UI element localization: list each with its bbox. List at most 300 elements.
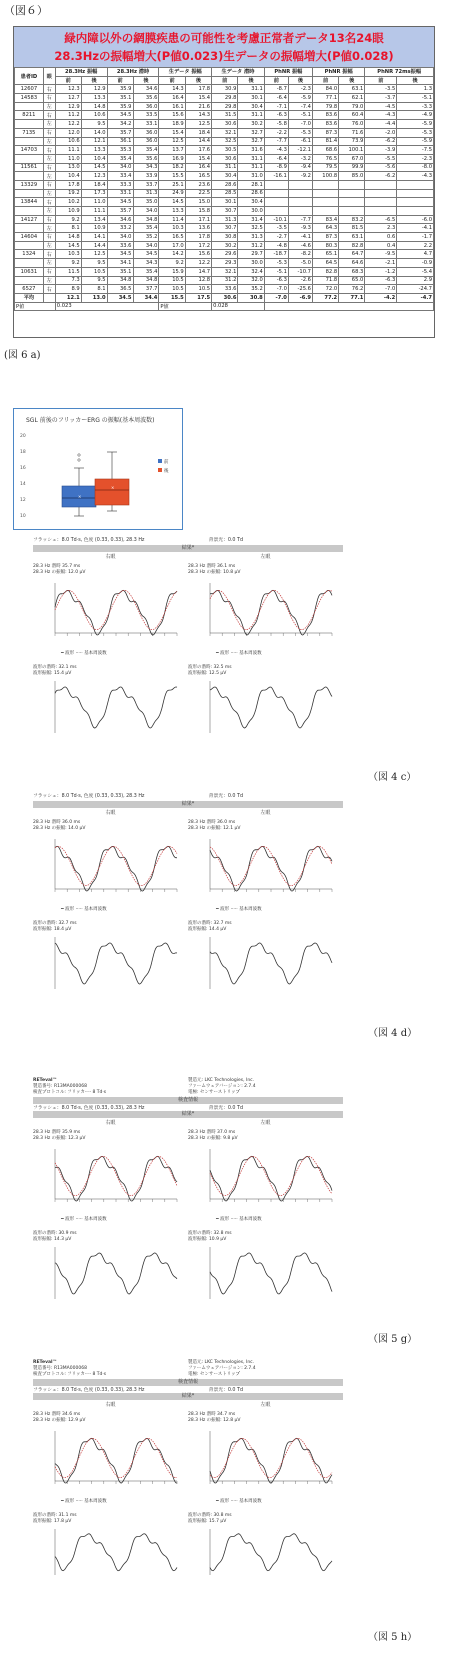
figure-5h-label: （図 5 h） — [368, 1632, 418, 1643]
device-info-left — [33, 1360, 188, 1378]
table-cell: 32.5 — [212, 137, 238, 146]
col-patient-id: 患者ID — [15, 68, 44, 85]
table-cell: 15.0 — [185, 198, 211, 207]
table-cell: 30.6 — [212, 120, 238, 129]
table-cell: 83.2 — [339, 215, 365, 224]
table-cell: -10.1 — [264, 215, 288, 224]
table-cell: -7.0 — [288, 120, 312, 129]
table-cell: 33.5 — [133, 111, 159, 120]
average-cell: 77.1 — [339, 293, 365, 302]
table-cell: 11.1 — [81, 207, 107, 216]
group-header: PhNR 72ms振幅 — [365, 68, 434, 77]
table-cell: 82.8 — [312, 267, 338, 276]
table-cell: 13329 — [15, 180, 44, 189]
protocol: 検査プロトコル: フリッカー- 8 Td·s — [33, 1090, 107, 1095]
ytick: 18 — [20, 450, 26, 455]
table-cell: -4.5 — [365, 102, 397, 111]
table-cell: 21.6 — [185, 102, 211, 111]
left-amp: 28.3 Hz の振幅: 10.8 µV — [188, 570, 241, 575]
table-cell: 2.9 — [397, 276, 434, 285]
table-cell: 84.0 — [312, 85, 338, 94]
table-cell: 71.6 — [339, 128, 365, 137]
table-cell: 13.3 — [159, 207, 185, 216]
table-cell — [339, 207, 365, 216]
group-header: 生データ 振幅 — [159, 68, 212, 77]
table-cell: 左 — [43, 189, 55, 198]
table-cell: -18.7 — [264, 250, 288, 259]
table-cell: -5.9 — [288, 94, 312, 103]
table-cell: 10.5 — [185, 285, 211, 294]
col-eye: 眼 — [43, 68, 55, 85]
table-cell: 83.6 — [312, 111, 338, 120]
table-cell: 30.8 — [212, 233, 238, 242]
table-cell — [365, 180, 397, 189]
table-cell: 30.7 — [212, 207, 238, 216]
sub-header: 前 — [264, 76, 288, 85]
ytick: 20 — [20, 434, 26, 439]
pvalue-cell: P値 — [15, 302, 56, 311]
waveform-trace — [210, 1253, 332, 1294]
legend: ━ 波形 ····· 基本周波数 — [216, 1217, 262, 1222]
table-cell: 62.1 — [339, 94, 365, 103]
table-cell: 18.9 — [159, 120, 185, 129]
left-waveform-raw — [188, 1525, 338, 1579]
table-cell: 14.4 — [185, 137, 211, 146]
right-amp: 28.3 Hz の振幅: 12.0 µV — [33, 570, 86, 575]
table-cell: -5.8 — [264, 120, 288, 129]
table-cell: -25.6 — [288, 285, 312, 294]
table-cell: 35.6 — [133, 154, 159, 163]
right-waveform-raw — [33, 1525, 183, 1579]
protocol: 検査プロトコル: フリッカー- 8 Td·s — [33, 1372, 107, 1377]
left-eye-column — [188, 1119, 343, 1305]
table-cell: -6.0 — [397, 215, 434, 224]
table-cell: -8.7 — [264, 85, 288, 94]
table-cell: 34.0 — [107, 163, 133, 172]
table-cell — [264, 189, 288, 198]
table-cell: 7.3 — [55, 276, 81, 285]
left-amp: 28.3 Hz の振幅: 9.8 µV — [188, 1136, 238, 1141]
table-cell: -2.3 — [397, 154, 434, 163]
mean-marker: × — [111, 485, 115, 490]
right-amp2: 波形振幅: 18.4 µV — [33, 927, 72, 932]
table-cell: -1.2 — [365, 267, 397, 276]
left-waveform-fit — [188, 1427, 338, 1497]
table-cell: -6.4 — [264, 154, 288, 163]
table-cell: 85.0 — [339, 172, 365, 181]
table-cell: -5.3 — [288, 128, 312, 137]
right-lat: 28.3 Hz 潜時 35.7 ms — [33, 564, 81, 569]
table-cell: 76.0 — [339, 120, 365, 129]
average-cell: 平均 — [15, 293, 44, 302]
table-cell: 18.4 — [185, 128, 211, 137]
table-cell: 14.5 — [55, 241, 81, 250]
table-cell: 79.8 — [312, 102, 338, 111]
table-cell: 17.8 — [185, 85, 211, 94]
table-cell: 30.4 — [212, 172, 238, 181]
table-row — [15, 180, 434, 189]
table-cell: 13.3 — [81, 94, 107, 103]
bg-text: 背景光：0.0 Td — [208, 1106, 243, 1111]
right-eye-title: 右眼 — [105, 554, 116, 560]
table-banner — [14, 27, 434, 67]
table-cell: 30.4 — [238, 198, 264, 207]
table-cell: -4.3 — [397, 172, 434, 181]
left-eye-column — [188, 553, 343, 739]
table-cell: 30.1 — [238, 94, 264, 103]
serial: 製造番号: R13MA000068 — [33, 1366, 87, 1371]
sub-header: 前 — [312, 76, 338, 85]
table-cell — [397, 189, 434, 198]
sub-header: 前 — [365, 76, 397, 85]
left-lat2: 波形の潜時: 32.8 ms — [188, 1231, 232, 1236]
data-table-panel — [13, 26, 435, 338]
table-cell: 12.9 — [55, 102, 81, 111]
table-cell: 34.3 — [133, 259, 159, 268]
table-cell: 32.1 — [212, 267, 238, 276]
table-cell: 31.1 — [238, 163, 264, 172]
right-eye-column — [33, 1119, 188, 1305]
legend: ━ 波形 ····· 基本周波数 — [61, 1217, 107, 1222]
right-lat2: 波形の潜時: 32.1 ms — [33, 665, 77, 670]
table-row — [15, 233, 434, 242]
left-waveform-fit — [188, 579, 338, 649]
sub-header: 後 — [133, 76, 159, 85]
table-cell: 12.3 — [81, 172, 107, 181]
left-waveform-fit — [188, 1145, 338, 1215]
table-cell: 76.5 — [312, 154, 338, 163]
serial: 製造番号: R13MA000068 — [33, 1084, 87, 1089]
result-bar: 結果* — [33, 545, 343, 552]
left-waveform-raw — [188, 933, 338, 993]
table-cell: 4.7 — [397, 250, 434, 259]
table-cell: -16.1 — [264, 172, 288, 181]
table-cell: 31.3 — [133, 189, 159, 198]
waveform-trace — [210, 1438, 332, 1483]
table-cell: 10.5 — [159, 285, 185, 294]
table-cell: 31.0 — [238, 172, 264, 181]
table-cell — [339, 198, 365, 207]
figure-6a-label: (図 6 a) — [4, 350, 41, 361]
table-cell: 9.2 — [159, 259, 185, 268]
table-cell: 16.9 — [159, 154, 185, 163]
table-cell: 17.8 — [55, 180, 81, 189]
table-cell: 右 — [43, 146, 55, 155]
table-cell: 34.6 — [133, 85, 159, 94]
table-row — [15, 163, 434, 172]
table-cell — [339, 180, 365, 189]
table-cell: 33.3 — [107, 180, 133, 189]
table-cell: 83.6 — [312, 120, 338, 129]
table-cell: 68.6 — [312, 146, 338, 155]
table-cell: 19.2 — [55, 189, 81, 198]
table-cell: 29.7 — [238, 250, 264, 259]
waveform-trace — [210, 1534, 332, 1571]
table-cell: 15.4 — [185, 154, 211, 163]
table-row — [15, 137, 434, 146]
table-cell: 15.4 — [185, 94, 211, 103]
table-cell: -7.0 — [365, 285, 397, 294]
left-waveform-raw — [188, 677, 338, 737]
table-cell: -6.3 — [264, 111, 288, 120]
left-eye-column — [188, 1401, 343, 1581]
table-cell: -7.1 — [264, 102, 288, 111]
table-cell: -4.8 — [264, 241, 288, 250]
table-cell: 35.7 — [107, 207, 133, 216]
table-cell: 67.0 — [339, 154, 365, 163]
waveform-trace — [55, 590, 177, 635]
table-cell: 11.5 — [55, 267, 81, 276]
table-cell: 31.3 — [238, 233, 264, 242]
table-cell — [15, 137, 44, 146]
table-cell: -5.1 — [397, 94, 434, 103]
table-cell: 10.5 — [159, 276, 185, 285]
table-cell: 34.1 — [107, 259, 133, 268]
table-cell: 10.3 — [159, 224, 185, 233]
table-cell: 11.4 — [159, 215, 185, 224]
table-cell: -5.9 — [397, 137, 434, 146]
right-lat2: 波形の潜時: 32.7 ms — [33, 921, 77, 926]
table-cell: 11.0 — [55, 154, 81, 163]
table-cell: 0.6 — [365, 233, 397, 242]
table-cell: 34.8 — [133, 276, 159, 285]
ytick: 16 — [20, 466, 26, 471]
legend: ━ 波形 ····· 基本周波数 — [61, 1499, 107, 1504]
stim-text: フラッシュ：8.0 Td·s, 色度 (0.33, 0.33), 28.3 Hz — [33, 1388, 145, 1393]
table-cell: 31.1 — [238, 111, 264, 120]
group-header: 28.3Hz 振幅 — [55, 68, 107, 77]
ytick: 14 — [20, 482, 26, 487]
right-amp: 28.3 Hz の振幅: 12.3 µV — [33, 1136, 86, 1141]
table-cell: -2.1 — [365, 259, 397, 268]
table-cell: 35.1 — [107, 267, 133, 276]
legend: ━ 波形 ····· 基本周波数 — [216, 907, 262, 912]
table-cell: -5.5 — [365, 154, 397, 163]
table-cell: -6.3 — [365, 276, 397, 285]
table-cell: -5.4 — [397, 267, 434, 276]
table-cell: 14703 — [15, 146, 44, 155]
table-cell: 14604 — [15, 233, 44, 242]
table-cell: 65.1 — [312, 250, 338, 259]
table-cell: 33.4 — [107, 172, 133, 181]
table-cell: 16.4 — [185, 163, 211, 172]
table-cell: 8.1 — [55, 224, 81, 233]
table-cell — [15, 172, 44, 181]
table-cell: -7.5 — [397, 146, 434, 155]
table-cell: 9.5 — [81, 120, 107, 129]
table-cell: 右 — [43, 215, 55, 224]
table-row — [15, 102, 434, 111]
table-cell: -4.6 — [288, 241, 312, 250]
left-amp2: 波形振幅: 14.4 µV — [188, 927, 227, 932]
table-cell: 37.7 — [133, 285, 159, 294]
table-cell — [15, 154, 44, 163]
table-cell: 右 — [43, 233, 55, 242]
table-cell: 12607 — [15, 85, 44, 94]
table-cell: -9.4 — [288, 163, 312, 172]
table-cell: 82.8 — [339, 241, 365, 250]
figure-4c-label: （図 4 c） — [368, 772, 417, 783]
right-amp: 28.3 Hz の振幅: 14.0 µV — [33, 826, 86, 831]
table-cell: -3.5 — [365, 85, 397, 94]
table-cell: -3.9 — [365, 146, 397, 155]
table-cell: 35.4 — [133, 224, 159, 233]
table-cell: 17.8 — [185, 233, 211, 242]
stim-text: フラッシュ：8.0 Td·s, 色度 (0.33, 0.33), 28.3 Hz — [33, 538, 145, 543]
table-cell: 29.8 — [212, 94, 238, 103]
result-bar: 結果* — [33, 1111, 343, 1118]
table-cell — [15, 259, 44, 268]
table-cell: 10.5 — [81, 267, 107, 276]
pvalue-cell: P値 — [159, 302, 212, 311]
table-row — [15, 146, 434, 155]
left-eye-title: 左眼 — [260, 554, 271, 560]
table-cell: 63.1 — [339, 233, 365, 242]
table-cell — [15, 120, 44, 129]
right-waveform-fit — [33, 1427, 183, 1497]
table-cell: 左 — [43, 102, 55, 111]
table-cell — [15, 189, 44, 198]
table-cell: -3.3 — [397, 102, 434, 111]
table-cell: 31.5 — [212, 111, 238, 120]
table-cell: 32.7 — [238, 128, 264, 137]
table-cell: -5.6 — [365, 163, 397, 172]
table-cell: 右 — [43, 285, 55, 294]
table-cell: 12.0 — [55, 128, 81, 137]
average-cell: 13.0 — [81, 293, 107, 302]
table-cell: 10.9 — [81, 224, 107, 233]
table-cell: 17.2 — [185, 241, 211, 250]
table-row — [15, 120, 434, 129]
table-cell: 12.5 — [81, 250, 107, 259]
right-amp2: 波形振幅: 14.3 µV — [33, 1237, 72, 1242]
average-cell — [43, 293, 55, 302]
brand: RETeval™ — [33, 1078, 58, 1083]
table-cell — [15, 207, 44, 216]
table-cell: -2.6 — [288, 276, 312, 285]
table-cell: 33.1 — [133, 120, 159, 129]
table-cell: 12.7 — [55, 94, 81, 103]
left-eye-title: 左眼 — [260, 1120, 271, 1126]
table-cell: 17.1 — [185, 215, 211, 224]
table-cell: 63.1 — [339, 85, 365, 94]
table-title-line2: 28.3Hzの振幅増大(P値0.023)生データの振幅増大(P値0.028) — [54, 49, 394, 63]
fundamental-trace — [55, 590, 177, 629]
table-cell: 34.6 — [107, 215, 133, 224]
firmware: ファームウェアバージョン: 2.7.4 — [188, 1084, 256, 1089]
table-cell — [397, 207, 434, 216]
boxplot-title: SGL 前後のフリッカーERG の振幅(基本周波数) — [26, 417, 155, 424]
table-cell: 12.3 — [55, 85, 81, 94]
table-cell: 16.4 — [159, 94, 185, 103]
device-info-right — [188, 1078, 256, 1096]
average-cell: 15.5 — [159, 293, 185, 302]
right-eye-title: 右眼 — [105, 810, 116, 816]
table-cell — [15, 224, 44, 233]
result-bar: 結果* — [33, 1393, 343, 1400]
fundamental-trace — [210, 1438, 332, 1477]
legend: ━ 波形 ····· 基本周波数 — [216, 651, 262, 656]
figure-5g-label: （図 5 g） — [368, 1334, 418, 1345]
stim-text: フラッシュ：8.0 Td·s, 色度 (0.33, 0.33), 28.3 Hz — [33, 1106, 145, 1111]
legend: ━ 波形 ····· 基本周波数 — [61, 651, 107, 656]
table-row — [15, 172, 434, 181]
table-cell: 13844 — [15, 198, 44, 207]
table-cell: 右 — [43, 267, 55, 276]
table-cell: 73.9 — [339, 137, 365, 146]
table-cell: 11561 — [15, 163, 44, 172]
table-cell: 13.0 — [55, 163, 81, 172]
table-cell: 10631 — [15, 267, 44, 276]
table-cell: 34.5 — [107, 111, 133, 120]
table-cell: 7135 — [15, 128, 44, 137]
bg-text: 背景光：0.0 Td — [208, 538, 243, 543]
table-cell: 28.6 — [238, 189, 264, 198]
right-waveform-raw — [33, 933, 183, 993]
pvalue-row — [15, 302, 434, 311]
left-lat2: 波形の潜時: 32.7 ms — [188, 921, 232, 926]
table-cell: 14.1 — [81, 233, 107, 242]
table-cell: -6.3 — [264, 276, 288, 285]
normal-subject-table — [14, 67, 434, 311]
table-cell: 14.3 — [185, 111, 211, 120]
average-cell: 17.5 — [185, 293, 211, 302]
table-cell: 2.2 — [397, 241, 434, 250]
table-cell: 71.8 — [312, 276, 338, 285]
waveform-trace — [55, 687, 177, 728]
table-cell — [312, 207, 338, 216]
table-cell: 30.7 — [212, 224, 238, 233]
table-cell: 17.3 — [81, 189, 107, 198]
table-cell: 35.4 — [133, 267, 159, 276]
info-bar: 検査情報 — [33, 1097, 343, 1104]
table-cell: 2.3 — [365, 224, 397, 233]
right-lat: 28.3 Hz 潜時 35.9 ms — [33, 1130, 81, 1135]
figure-5g-section — [33, 1078, 343, 1305]
table-cell: -10.7 — [288, 267, 312, 276]
average-cell: -4.7 — [397, 293, 434, 302]
figure-4d-label: （図 4 d） — [368, 1028, 418, 1039]
legend: ━ 波形 ····· 基本周波数 — [216, 1499, 262, 1504]
left-waveform-fit — [188, 835, 338, 905]
table-cell: 30.0 — [238, 259, 264, 268]
table-cell: 14.5 — [159, 198, 185, 207]
box-after — [95, 479, 129, 505]
left-eye-column — [188, 809, 343, 995]
table-cell: -4.4 — [365, 120, 397, 129]
figure-5h-section — [33, 1360, 343, 1581]
table-cell: 28.1 — [238, 180, 264, 189]
table-cell: 35.4 — [107, 154, 133, 163]
table-cell — [15, 102, 44, 111]
table-cell: 35.6 — [133, 94, 159, 103]
table-row — [15, 198, 434, 207]
table-cell — [288, 198, 312, 207]
table-cell: 60.4 — [339, 111, 365, 120]
brand: RETeval™ — [33, 1360, 58, 1365]
average-cell: -6.9 — [288, 293, 312, 302]
table-cell — [339, 189, 365, 198]
table-cell: 25.1 — [159, 180, 185, 189]
table-cell: 64.5 — [312, 259, 338, 268]
table-cell: 15.6 — [159, 111, 185, 120]
table-cell: 8211 — [15, 111, 44, 120]
table-cell: 11.1 — [55, 146, 81, 155]
table-cell: -5.3 — [397, 128, 434, 137]
left-lat: 28.3 Hz 潜時 37.0 ms — [188, 1130, 236, 1135]
table-cell: 16.5 — [185, 172, 211, 181]
table-cell: 33.1 — [107, 189, 133, 198]
